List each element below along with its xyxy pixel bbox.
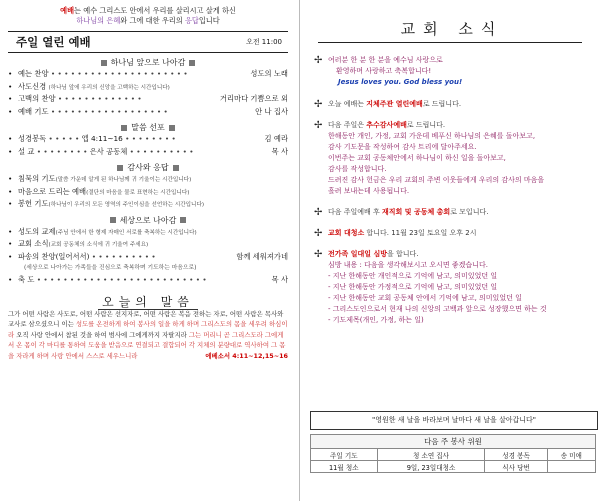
news-detail: 이번주는 교회 공동체안에서 하나님이 하신 일을 돌아보고, [328,154,506,162]
news-detail: - 지난 한해동안 가정적으로 기억에 남고, 의미있었던 일 [328,283,498,291]
cross-icon: ✢ [314,228,323,239]
bullet-icon: • [8,199,13,208]
order-item [0,93,296,106]
section-heading-text: 세상으로 나아감 [119,215,177,225]
order-of-worship [0,0,296,501]
scripture-text [0,309,296,379]
order-label: 마음으로 드리는 예배 [18,186,87,196]
news-detail: 감사 기도문을 작성하여 감사 트리에 달아주세요. [328,143,477,151]
cross-icon: ✢ [314,249,323,260]
bullet-icon: • [8,146,13,156]
section-heading-text: 말씀 선포 [131,123,165,132]
news-highlight: 지체주관 열린예배 [366,100,423,108]
table-cell: 9일, 23일대청소 [377,461,485,473]
news-detail: 드려진 감사 헌금은 우리 교회의 주변 이웃들에게 우리의 감사의 마음을 [328,176,545,184]
order-label: 교회 소식 [18,239,49,248]
leader-dots: • • • • • • • • • • [129,146,194,156]
bullet-icon: • [8,251,13,261]
bullet-icon: • [8,239,13,248]
news-text: 여러분 한 분 한 분을 예수님 사랑으로 [328,56,443,64]
order-label: 예배 기도 [18,106,49,116]
cross-icon: ✢ [314,99,323,110]
order-label: 성경봉독 [18,134,47,143]
news-highlight: 전가족 일대일 심방 [328,250,387,258]
todays-word-title [0,293,296,309]
news-detail: - 지난 한해동안 교회 공동체 안에서 기억에 남고, 의미있었던 일 [328,294,522,302]
section-heading [0,57,296,68]
bullet-icon: • [8,226,13,236]
bullet-icon: • [8,106,13,116]
news-text: 로 드립니다. [422,100,462,108]
order-label: 설 교 [18,146,35,156]
news-highlight: 교회 대청소 [328,229,365,237]
bullet-icon: • [8,134,13,143]
section-heading-text: 하나님 앞으로 나아감 [110,58,186,67]
news-detail: - 기도제목(개인, 가정, 하는 일) [328,316,424,324]
order-item [0,226,296,239]
news-detail: 흘려 보내는데 사용됩니다. [328,187,410,195]
cross-icon: ✢ [314,55,323,66]
order-label: 고백의 찬양 [18,94,56,103]
bullet-icon: • [8,275,13,284]
news-item [304,207,600,218]
news-text: 오늘 예배는 [328,100,367,108]
motto-text: 입니다 [198,16,220,25]
todays-word-title-text: 오늘의 말씀 [98,295,198,310]
table-cell: 송 미애 [547,449,595,461]
order-label: 침묵의 기도 [18,174,56,183]
scripture-highlight: 성도를 온전하게 하여 봉사의 일을 하게 하며 그리스도의 몸을 세우려 하심이라 [8,320,288,339]
table-row [311,461,596,473]
leader-dots: • • • • • • • • [36,146,88,156]
order-item [0,146,296,159]
order-item [0,186,296,199]
leader-dots: • • • • • • • • • • [91,251,156,261]
news-english: Jesus loves you. God bless you! [338,78,463,86]
news-detail: - 지난 한해동안 개인적으로 기억에 남고, 의미있었던 일 [328,272,498,280]
news-highlight: 재직회 및 공동체 총회 [382,208,451,216]
square-icon [173,165,179,171]
order-note: (주님 안에서 한 형제 자매인 서로를 축복하는 시간입니다) [55,229,197,236]
news-item [304,249,600,326]
order-item [0,251,296,264]
motto-text: 와 그에 대한 우리의 [120,16,185,25]
leader-dots: • • • • • • • • • • • • • [57,94,142,103]
news-title: 교회 소식 [400,20,504,38]
scripture-part: 오직 사랑 안에서 참된 것을 하여 범사에 그에게까지 자랄지라 [14,330,189,339]
motto-banner: "영원한 새 날을 바라보며 날마다 새 날을 살아갑니다" [310,411,598,430]
leader-dots: • • • • • • • • [125,134,176,143]
table-cell: 청 소연 집사 [377,449,485,461]
news-item [304,120,600,197]
square-icon [110,217,116,223]
order-item [0,81,296,94]
motto-highlight: 하나님의 은혜 [76,16,121,25]
service-title: 주일 열린 예배 [16,35,91,49]
order-label: 봉헌 기도 [18,199,49,208]
order-note: (하나님 앞에 우리의 신앙을 고백하는 시간입니다) [48,84,170,91]
order-label: 파송의 찬양(일어서서) [18,251,90,261]
scripture-highlight: 그는 머리니 곧 그리스도라 그에게서 온 몸이 각 마디를 통하여 도움을 받음으로 연결되고 결합되어 각 지체의 분량대로 역사하여 그 몸을 자라게 하며 사랑 안에서 스스로 세우느니라 [8,330,286,360]
leader-dots: • • • • • • • • • • • • • • • • • • • • • • • • • • [36,275,207,284]
order-item [0,173,296,186]
order-label: 성도의 교제 [18,226,56,236]
news-detail: - 그리스도인으로서 현재 나의 신앙의 고백과 앞으로 성장했으면 하는 것 [328,305,547,313]
cross-icon: ✢ [314,120,323,131]
order-right: 거리마다 기쁨으로 외 [219,94,288,103]
square-icon [117,165,123,171]
order-right: 안 나 집사 [255,106,288,116]
news-text: 다음 주일예배 후 [328,208,383,216]
square-icon [189,60,195,66]
order-note: (세상으로 나아가는 가족들을 진심으로 축복하며 기도하는 마음으로) [24,265,197,271]
leader-dots: • • • • • • • • • • • • • • • • • • • • • [50,69,188,78]
volunteer-table [310,434,596,473]
title-rule [318,42,582,43]
square-icon [169,125,175,131]
order-item [0,106,296,119]
order-note: (교회 공동체의 소식에 귀 기울여 주세요) [48,242,149,248]
section-heading [0,162,296,173]
order-item [0,274,296,287]
order-right: 김 예라 [264,134,288,143]
motto-text: 는 예수 그리스도 안에서 우리를 살리시고 살게 하신 [74,6,236,15]
table-caption: 다음 주 봉사 위원 [311,435,596,449]
service-title-bar [8,31,288,53]
order-right: 목 사 [271,275,288,284]
table-row [311,449,596,461]
service-time: 오전 11:00 [246,38,282,46]
table-cell: 11월 청소 [311,461,378,473]
bullet-icon: • [8,174,13,183]
news-detail: 심방 내용 : 다음을 생각해보시고 오시면 좋겠습니다. [328,261,488,269]
church-news [304,0,600,501]
order-label: 예는 찬양 [18,69,49,78]
order-item [0,133,296,146]
bullet-icon: • [8,186,13,196]
scripture-part: 그가 어떤 사람은 사도로, 어떤 사람은 선지자로, 어떤 사람은 복음 전하는 자로, 어떤 사람은 목사와 교사로 삼으셨으니 이는 [8,309,284,328]
order-mid: 은사 공동체 [89,146,128,156]
news-text: 로 모입니다. [450,208,489,216]
square-icon [180,217,186,223]
square-icon [101,60,107,66]
order-note: (말씀 가운데 알게 된 하나님께 귀 기울이는 시간입니다) [55,177,192,183]
scripture-reference: 에베소서 4:11~12,15~16 [205,351,288,360]
table-cell: 성경 봉독 [485,449,547,461]
square-icon [121,125,127,131]
news-text: 을 합니다. [386,250,419,258]
motto-highlight: 예배 [60,6,75,15]
motto-highlight: 응답 [184,16,199,25]
news-item [304,99,600,110]
order-label: 축 도 [18,275,35,284]
news-detail: 감사를 작성합니다. [328,165,387,173]
news-text: 다음 주일은 [328,121,367,129]
news-text: 환영하며 사랑하고 축복합니다! [336,67,432,75]
bullet-icon: • [8,81,13,91]
order-item [0,198,296,211]
order-item [0,238,296,251]
cross-icon: ✢ [314,207,323,218]
news-detail: 한해동안 개인, 가정, 교회 가운데 베푸신 하나님의 은혜를 돌아보고, [328,132,536,140]
order-note: (결단의 마음을 물로 표현하는 시간입니다) [86,189,190,196]
order-item [0,68,296,81]
table-cell [547,461,595,473]
leader-dots: • • • • • • • • • • • • • • • • • • [50,106,168,116]
section-heading [0,215,296,226]
column-divider [299,0,300,501]
order-note: (하나님이 우리의 모든 영역의 주인이심을 선언하는 시간입니다) [48,202,205,208]
leader-dots: • • • • • [48,134,80,143]
news-text: 로 드립니다. [406,121,446,129]
order-mid: 엡 4:11~16 [81,134,123,143]
news-item [304,55,600,88]
table-cell: 주일 기도 [311,449,378,461]
order-right: 목 사 [271,146,288,156]
order-label: 사도신경 [18,81,47,91]
news-item [304,228,600,239]
bullet-icon: • [8,69,13,78]
worship-motto [0,0,296,26]
section-heading-text: 감사와 응답 [127,163,169,172]
table-cell: 식사 당번 [485,461,547,473]
order-right: 함께 세워져가네 [236,251,288,261]
section-heading [0,122,296,133]
bullet-icon: • [8,94,13,103]
order-right: 성도의 노래 [250,69,288,78]
news-text: 합니다. 11월 23일 토요일 오후 2시 [364,229,477,237]
news-highlight: 추수감사예배 [366,121,407,129]
